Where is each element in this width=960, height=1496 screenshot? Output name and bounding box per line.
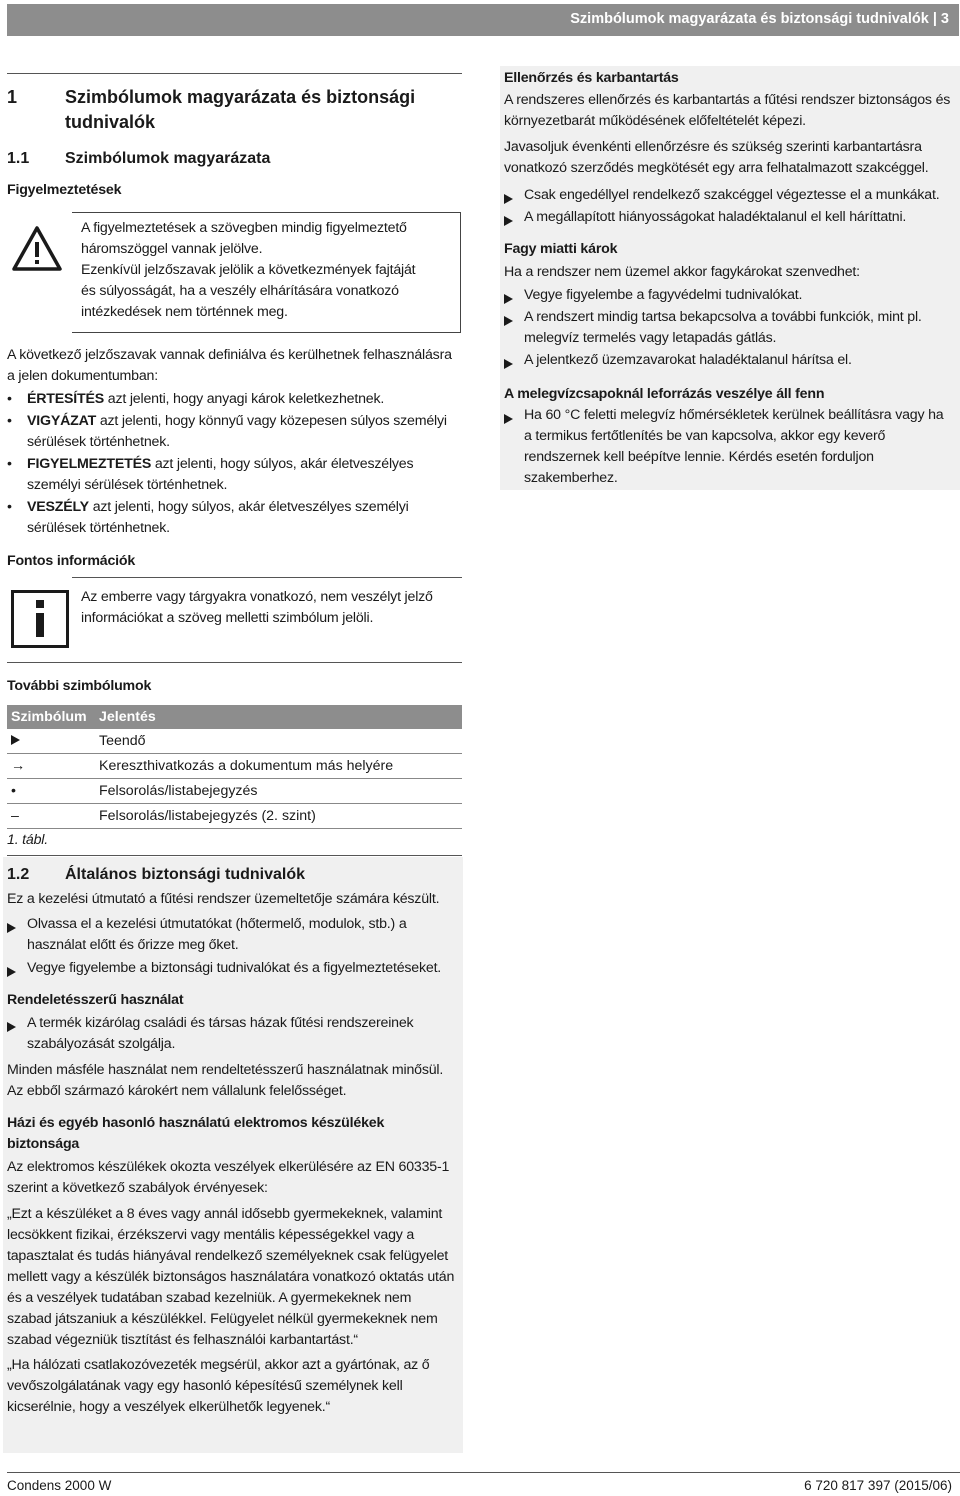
signal-desc: személyi sérülések történhetnek.: [27, 477, 228, 493]
list-item: [7, 914, 467, 956]
table-cell-meaning: Kereszthivatkozás a dokumentum más helyére: [95, 754, 462, 779]
table-cell-symbol: •: [7, 779, 95, 804]
quote-line: vevőszolgálatának vagy egy hasonló képesítésű személynek kell: [7, 1378, 403, 1394]
signal-desc: sérülések történhetnek.: [27, 434, 170, 450]
section-title-line1: Szimbólumok magyarázata és biztonsági: [65, 87, 416, 107]
electrical-quote-2: [7, 1355, 467, 1418]
warning-text-line: Ezenkívül jelzőszavak jelölik a következmények fajtáját: [81, 262, 416, 278]
list-item: [7, 389, 467, 410]
page-header-bar: [7, 4, 959, 36]
signal-word: VIGYÁZAT: [27, 413, 97, 429]
table-header-meaning: Jelentés: [95, 705, 462, 729]
intro-line: Az elektromos készülékek okozta veszélyek elkerülésére az EN 60335-1: [7, 1159, 450, 1175]
scald-step: [504, 405, 960, 489]
frost-steps: [504, 285, 960, 371]
important-info-heading: Fontos információk: [7, 553, 136, 569]
step-text: a termikus fertőtlenítés be van kapcsolva, akkor egy keverő: [524, 428, 886, 444]
signal-word: ÉRTESÍTÉS: [27, 391, 105, 407]
table-cell-meaning: Felsorolás/listabejegyzés (2. szint): [95, 804, 462, 829]
safety-intro: Ez a kezelési útmutató a fűtési rendszer üzemeltetője számára készült.: [7, 891, 440, 907]
para-line: vonatkozó szerződés megkötését egy arra felhatalmazott szakcéggel.: [504, 160, 929, 176]
maintenance-para-1: [504, 90, 960, 132]
section-number: 1: [7, 87, 18, 107]
para-line: A rendszeres ellenőrzés és karbantartás a fűtési rendszer biztonságos és: [504, 92, 951, 108]
frost-intro: Ha a rendszer nem üzemel akkor fagykárokat szenvedhet:: [504, 264, 860, 280]
bullet-icon: •: [7, 499, 12, 515]
table-header-symbol: Szimbólum: [7, 705, 95, 729]
list-item: [504, 350, 960, 371]
bullet-icon: •: [7, 413, 12, 429]
warning-box-text: [81, 218, 456, 323]
table-row: [7, 754, 462, 779]
electrical-quote-1: [7, 1204, 467, 1351]
table-cell-symbol: –: [7, 804, 95, 829]
step-text: Csak engedéllyel rendelkező szakcéggel végeztesse el a munkákat.: [524, 187, 940, 203]
action-arrow-icon: [11, 735, 20, 745]
maintenance-heading: Ellenőrzés és karbantartás: [504, 70, 679, 86]
step-text: használat előtt és őrizze meg őket.: [27, 937, 239, 953]
signal-desc: sérülések történhetnek.: [27, 520, 170, 536]
table-cell-symbol: →: [7, 754, 95, 779]
action-arrow-icon: [504, 316, 513, 326]
list-item: [7, 454, 467, 496]
action-arrow-icon: [504, 194, 513, 204]
quote-line: „Ha hálózati csatlakozóvezeték megsérül, akkor azt a gyártónak, az ő: [7, 1357, 430, 1373]
section-rule: [7, 855, 462, 856]
section-1-2-heading: [7, 864, 305, 886]
action-arrow-icon: [504, 414, 513, 424]
warning-triangle-icon: [11, 225, 63, 278]
table-row: [7, 804, 462, 829]
quote-line: „Ezt a készüléket a 8 éves vagy annál idősebb gyermekeknek, valamint: [7, 1206, 443, 1222]
warnings-heading: Figyelmeztetések: [7, 182, 122, 198]
section-number: 1.1: [7, 150, 30, 167]
bullet-icon: •: [7, 456, 12, 472]
table-row: [7, 779, 462, 804]
footer-product: Condens 2000 W: [7, 1478, 112, 1493]
step-text: Vegye figyelembe a fagyvédelmi tudnivalókat.: [524, 287, 803, 303]
quote-line: tapasztalat és tudás hiányával rendelkező személyeknek csak felügyelet: [7, 1248, 449, 1264]
more-symbols-heading: További szimbólumok: [7, 678, 152, 694]
signal-words-intro: [7, 345, 467, 387]
footer-rule: [7, 1472, 960, 1473]
heading-line: biztonsága: [7, 1136, 80, 1152]
section-title: Általános biztonsági tudnivalók: [65, 866, 306, 883]
para-line: környezetbarát működésének előfeltételét képezi.: [504, 113, 806, 129]
note-line: Az ebből származó károkért nem vállalunk felelősséget.: [7, 1083, 347, 1099]
table-cell-meaning: Teendő: [95, 729, 462, 754]
quote-line: és a veszélyek tudatában szabad kezelniük. A gyermekeknek nem: [7, 1290, 412, 1306]
proper-use-note: [7, 1060, 467, 1102]
step-text: A termék kizárólag családi és társas házak fűtési rendszereinek: [27, 1015, 414, 1031]
important-info-text: [81, 587, 466, 629]
footer-doc-number: 6 720 817 397 (2015/06): [804, 1478, 952, 1493]
warning-text-line: háromszöggel vannak jelölve.: [81, 241, 263, 257]
info-icon: [11, 590, 69, 648]
list-item: [7, 497, 467, 539]
page-header-title: Szimbólumok magyarázata és biztonsági tudnivalók | 3: [570, 11, 949, 27]
quote-line: kicserélnie, hogy a veszélyek elkerülhetők legyenek.“: [7, 1399, 330, 1415]
section-1-1-heading: [7, 148, 270, 170]
step-text: A megállapított hiányosságokat haladéktalanul el kell háríttatni.: [524, 209, 907, 225]
action-arrow-icon: [7, 923, 16, 933]
step-text: Ha 60 °C feletti melegvíz hőmérsékletek kerülnek beállításra vagy ha: [524, 407, 944, 423]
signal-word: FIGYELMEZTETÉS: [27, 456, 152, 472]
action-arrow-icon: [504, 359, 513, 369]
step-text: Olvassa el a kezelési útmutatókat (hőtermelő, modulok, stb.) a: [27, 916, 407, 932]
section-number: 1.2: [7, 866, 30, 883]
signal-desc: azt jelenti, hogy súlyos, akár életveszélyes személyi: [88, 499, 409, 515]
list-item: [7, 958, 467, 979]
signal-word: VESZÉLY: [27, 499, 89, 515]
section-1-heading: [7, 85, 462, 135]
list-item: [504, 405, 960, 489]
info-rule-bottom: [7, 662, 462, 663]
heading-line: Házi és egyéb hasonló használatú elektromos készülékek: [7, 1115, 385, 1131]
section-title: Szimbólumok magyarázata: [65, 150, 271, 167]
scald-heading: A melegvízcsapoknál leforrázás veszélye áll fenn: [504, 386, 825, 402]
intro-line: A következő jelzőszavak vannak definiálva és kerülhetnek felhasználásra: [7, 347, 452, 363]
quote-line: mellett vagy a készülék biztonságos használatára vonatkozó oktatás után: [7, 1269, 455, 1285]
step-text: szakemberhez.: [524, 470, 618, 486]
step-text: A rendszert mindig tartsa bekapcsolva a további funkciók, mint pl.: [524, 309, 922, 325]
warning-text-line: és súlyosságát, ha a veszély elhárítására vonatkozó: [81, 283, 399, 299]
proper-use-heading: Rendeletésszerű használat: [7, 992, 184, 1008]
step-text: szabályozását szolgálja.: [27, 1036, 176, 1052]
signal-desc: azt jelenti, hogy könnyű vagy közepesen súlyos személyi: [96, 413, 447, 429]
info-rule-top: [72, 577, 462, 578]
list-item: [504, 307, 960, 349]
signal-desc: azt jelenti, hogy súlyos, akár életveszélyes: [151, 456, 414, 472]
electrical-safety-intro: [7, 1157, 467, 1199]
action-arrow-icon: [7, 1022, 16, 1032]
table-row: [7, 729, 462, 754]
note-line: Minden másféle használat nem rendeltetésszerű használatnak minősül.: [7, 1062, 444, 1078]
table-cell-symbol: [7, 729, 95, 754]
table-cell-meaning: Felsorolás/listabejegyzés: [95, 779, 462, 804]
step-text: melegvíz termelés vagy letapadás gátlás.: [524, 330, 777, 346]
intro-line: szerint a következő szabályok érvényesek:: [7, 1180, 268, 1196]
signal-words-list: [7, 389, 467, 539]
quote-line: lecsökkent fizikai, érzékszervi vagy mentális képességekkel vagy a: [7, 1227, 415, 1243]
quote-line: szabad játszaniuk a készülékkel. Felügyelet nélkül gyermekeknek nem: [7, 1311, 438, 1327]
step-text: rendszernek kell beépítve lennie. Kérdés esetén forduljon: [524, 449, 874, 465]
list-item: [7, 411, 467, 453]
warning-text-line: intézkedések nem történnek meg.: [81, 304, 288, 320]
section-title-line2: tudnivalók: [65, 112, 156, 132]
bullet-icon: •: [7, 391, 12, 407]
quote-line: szabad végezniük tisztítást és felhasználói karbantartást.“: [7, 1332, 358, 1348]
table-header-row: [7, 705, 462, 729]
safety-steps: [7, 914, 467, 979]
intro-line: a jelen dokumentumban:: [7, 368, 158, 384]
proper-use-step: [7, 1013, 467, 1055]
action-arrow-icon: [504, 216, 513, 226]
step-text: A jelentkező üzemzavarokat haladéktalanul hárítsa el.: [524, 352, 852, 368]
symbols-table: [7, 705, 462, 829]
para-line: Javasoljuk évenkénti ellenőrzésre és szükség szerinti karbantartásra: [504, 139, 922, 155]
step-text: Vegye figyelembe a biztonsági tudnivalókat és a figyelmeztetéseket.: [27, 960, 442, 976]
section-rule: [7, 73, 462, 74]
list-item: [7, 1013, 467, 1055]
frost-heading: Fagy miatti károk: [504, 241, 618, 257]
maintenance-steps: [504, 185, 960, 228]
warning-text-line: A figyelmeztetések a szövegben mindig figyelmeztető: [81, 220, 407, 236]
list-item: [504, 207, 960, 228]
maintenance-para-2: [504, 137, 960, 179]
action-arrow-icon: [504, 294, 513, 304]
list-item: [504, 185, 960, 206]
list-item: [504, 285, 960, 306]
info-line: Az emberre vagy tárgyakra vonatkozó, nem veszélyt jelző: [81, 589, 433, 605]
action-arrow-icon: [7, 967, 16, 977]
info-line: információkat a szöveg melletti szimbólum jelöli.: [81, 610, 374, 626]
table-caption: 1. tábl.: [7, 832, 48, 848]
signal-desc: azt jelenti, hogy anyagi károk keletkezhetnek.: [104, 391, 385, 407]
electrical-safety-heading: [7, 1113, 467, 1155]
